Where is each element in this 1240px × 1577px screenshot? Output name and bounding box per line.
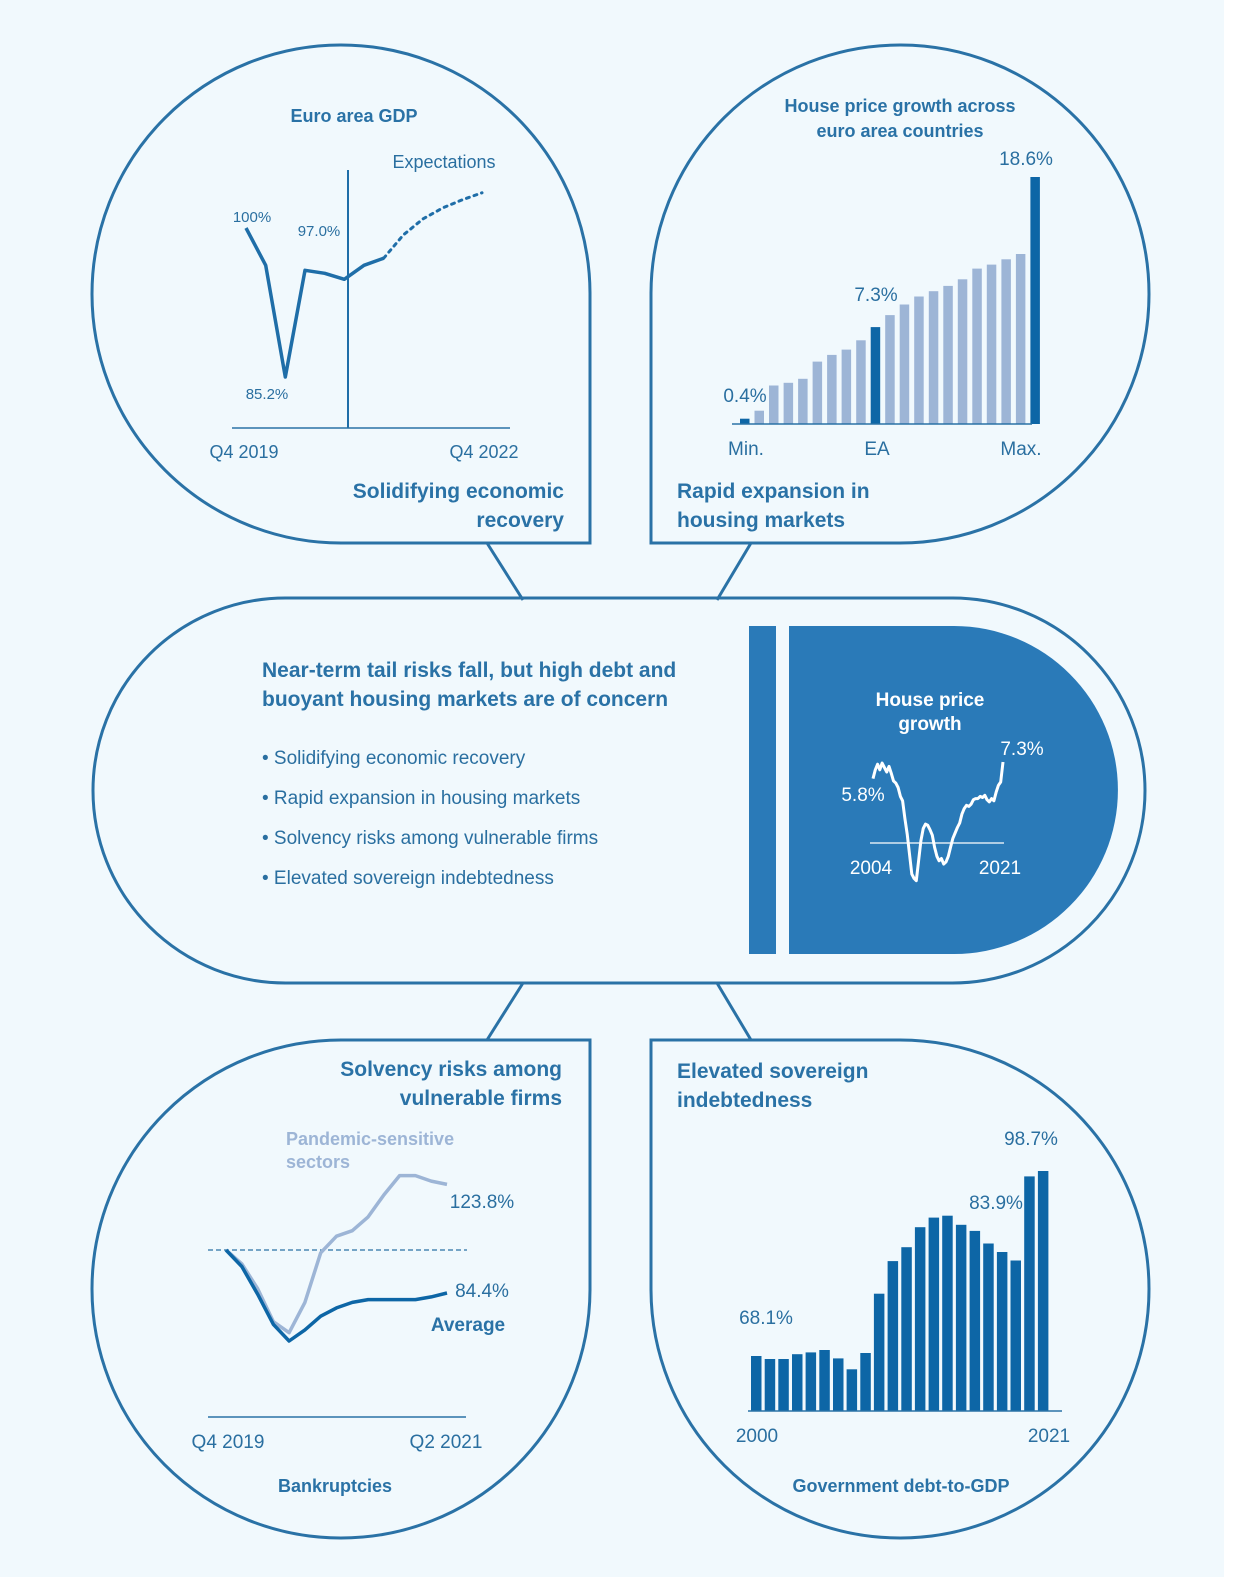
gdp-chart [209,106,518,462]
hpg-x-start-label: 2004 [849,858,893,879]
hpg-first-label: 5.8% [841,785,885,806]
debt-peak-label: 83.9% [969,1193,1023,1214]
countries-bar [914,297,924,425]
gdp-expectations-line [384,193,482,258]
countries-min-category-label: Min. [728,439,764,460]
countries-max-value-label: 18.6% [999,149,1053,170]
connector-bottom-right [717,983,751,1040]
debt-bar [929,1218,940,1411]
bankruptcies-chart [192,1129,515,1496]
bk-average-label: Average [430,1315,506,1336]
countries-bar [740,419,750,424]
center-accent-bar [749,626,776,954]
countries-bar [1030,177,1040,424]
center-title-line2: buoyant housing markets are of concern [262,688,669,711]
debt-bar [778,1359,789,1411]
countries-min-value-label: 0.4% [723,386,767,407]
bk-x-end-label: Q2 2021 [409,1432,483,1453]
panel-top-left-caption-line1: Solidifying economic [352,480,564,503]
countries-ea-value-label: 7.3% [854,285,898,306]
debt-bar [806,1352,817,1411]
countries-bar [769,386,779,425]
center-text [262,659,676,889]
hpg-title-line2: growth [898,714,962,735]
countries-max-category-label: Max. [1000,439,1042,460]
countries-bar [1001,259,1011,424]
panel-top-right-caption-line2: housing markets [677,509,846,532]
countries-chart-title-line1: House price growth across [784,96,1016,116]
countries-bar [929,291,939,424]
gdp-min-label: 85.2% [245,386,289,403]
gdp-chart-title: Euro area GDP [290,106,418,126]
government-debt-chart [736,1129,1070,1496]
debt-last-label: 98.7% [1004,1129,1058,1150]
debt-first-label: 68.1% [739,1308,793,1329]
countries-bar [798,379,808,424]
debt-x-end-label: 2021 [1027,1426,1071,1447]
house-price-countries-chart [723,96,1053,460]
debt-bar [1024,1176,1035,1411]
gdp-x-end-label: Q4 2022 [449,442,519,462]
bk-x-start-label: Q4 2019 [191,1432,265,1453]
debt-chart-title: Government debt-to-GDP [792,1476,1010,1496]
debt-bar [983,1244,994,1412]
bk-pandemic-label-line1: Pandemic-sensitive [286,1129,455,1149]
center-bullet: • Rapid expansion in housing markets [262,788,581,809]
countries-bar [784,383,794,424]
countries-bar [1016,254,1026,424]
countries-bar [871,327,881,424]
panel-bottom-left-caption-line1: Solvency risks among [340,1058,562,1081]
gdp-x-start-label: Q4 2019 [209,442,279,462]
panel-bottom-left-outline [92,1040,590,1538]
panel-bottom-right-caption-line2: indebtedness [677,1089,813,1112]
countries-bar [987,265,997,424]
countries-bar [958,279,968,424]
countries-bar [842,350,852,424]
debt-bar [792,1354,803,1411]
debt-bar [860,1353,871,1411]
panel-bottom-right-outline [651,1040,1149,1538]
countries-ea-category-label: EA [864,439,890,460]
hpg-x-end-label: 2021 [978,858,1022,879]
debt-bar [874,1294,885,1411]
center-title-line1: Near-term tail risks fall, but high debt and [262,659,677,682]
countries-bar [755,411,765,424]
debt-bar [942,1216,953,1411]
center-bullet: • Elevated sovereign indebtedness [262,868,554,889]
center-bullet: • Solvency risks among vulnerable firms [262,828,599,849]
panel-bottom-left-caption-line2: vulnerable firms [399,1087,562,1110]
connector-top-left [487,543,523,600]
panel-top-right-caption-line1: Rapid expansion in [677,480,870,503]
gdp-start-label: 100% [232,209,272,226]
debt-bar [833,1358,844,1411]
center-bullet: • Solidifying economic recovery [262,748,526,769]
debt-bar [819,1350,830,1411]
bk-pandemic-label-line2: sectors [286,1152,351,1172]
bk-pandemic-last-label: 123.8% [449,1192,515,1213]
panel-top-right-outline [651,45,1149,543]
countries-bar [900,305,910,425]
gdp-last-label: 97.0% [297,223,341,240]
debt-bar [765,1359,776,1411]
gdp-expectations-label: Expectations [392,152,496,172]
countries-bar [943,286,953,424]
debt-bar [888,1261,899,1411]
countries-bar [813,362,823,424]
debt-x-start-label: 2000 [735,1426,779,1447]
connector-top-right [717,543,751,600]
bk-average-last-label: 84.4% [455,1281,509,1302]
countries-bar [972,269,982,424]
debt-bar [901,1247,912,1411]
panel-top-left-caption-line2: recovery [476,509,564,532]
countries-bar [856,340,866,424]
debt-bar [970,1231,981,1411]
bk-average-line [226,1250,447,1341]
hpg-title-line1: House price [875,690,985,711]
debt-bar [1011,1261,1022,1412]
countries-bar [885,315,895,424]
hpg-last-label: 7.3% [1000,739,1044,760]
debt-bar [956,1225,967,1411]
debt-bar [1038,1171,1049,1411]
bk-chart-title: Bankruptcies [277,1476,393,1496]
debt-bar [847,1369,858,1411]
panel-bottom-right-caption-line1: Elevated sovereign [677,1060,869,1083]
debt-bar [751,1356,762,1411]
debt-bar [915,1227,926,1411]
center-chart-panel [789,626,1118,954]
gdp-actual-line [246,228,384,377]
debt-bar [997,1252,1008,1411]
connector-bottom-left [487,983,523,1040]
countries-bar [827,355,837,424]
countries-chart-title-line2: euro area countries [816,121,984,141]
